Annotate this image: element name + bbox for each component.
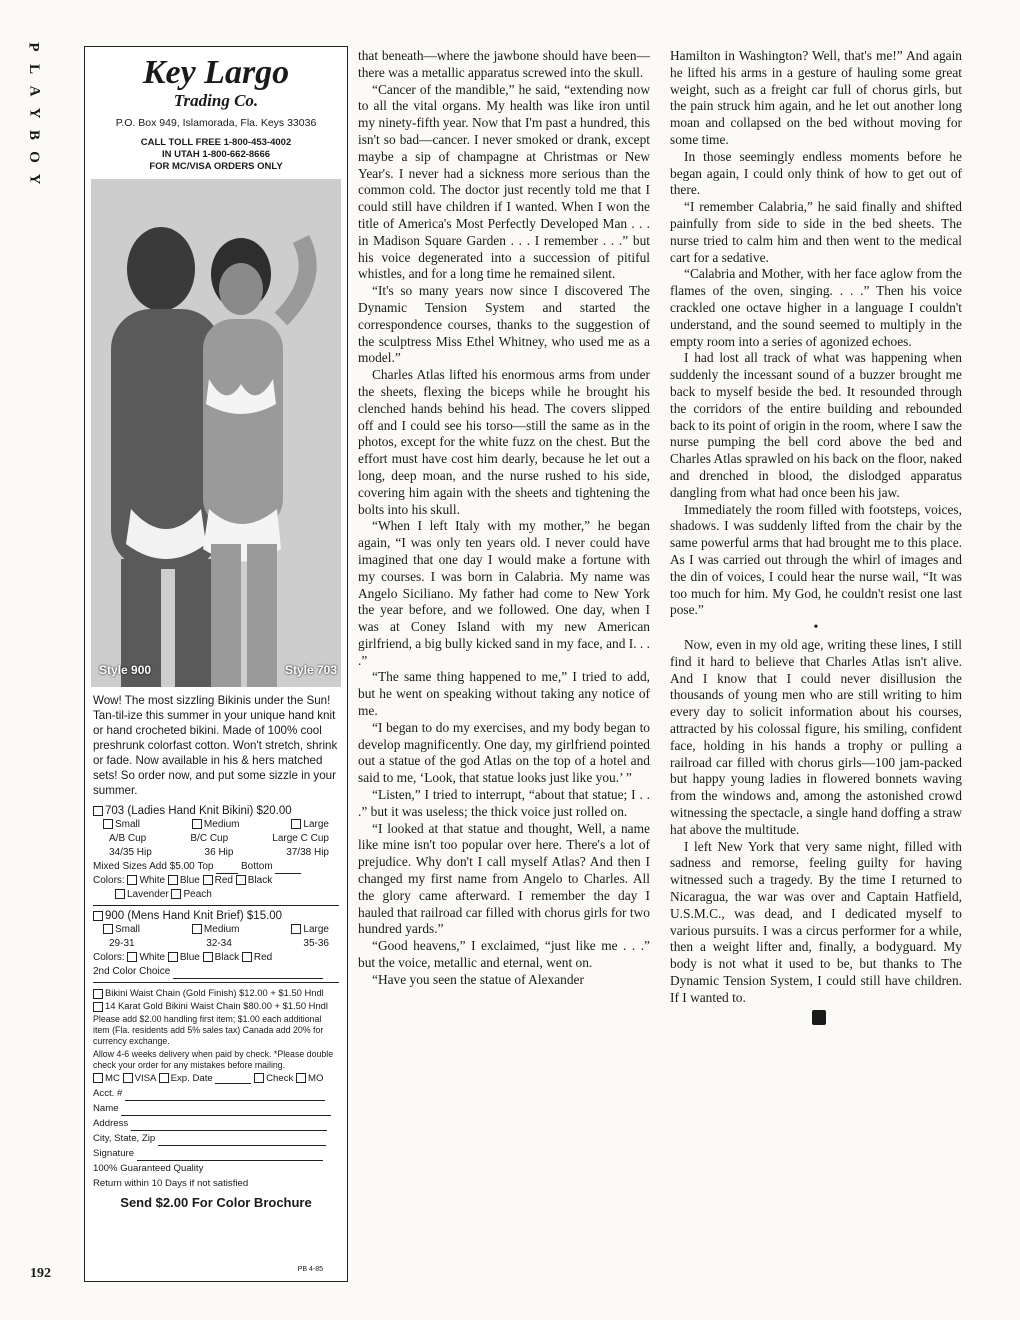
size-label: Small: [115, 924, 141, 935]
color-label: Blue: [179, 952, 200, 963]
acct-field[interactable]: [125, 1091, 325, 1101]
paragraph: “I began to do my exercises, and my body began to develop magnificently. One day, my girlfriend pointed out a statue of the god Atlas on the top of a hotel and said to me, ‘Look, that statue looks just like you.’ ”: [358, 719, 650, 786]
section-break: •: [813, 620, 819, 636]
ad-phone-line: FOR MC/VISA ORDERS ONLY: [149, 161, 283, 172]
chain-option: Bikini Waist Chain (Gold Finish) $12.00 + $1.50 Hndl: [105, 987, 324, 998]
checkbox[interactable]: [168, 952, 178, 962]
checkbox[interactable]: [159, 1073, 169, 1083]
color-label: Red: [253, 952, 273, 963]
city-field[interactable]: [158, 1136, 326, 1146]
rabbit-end-mark-icon: [812, 1010, 826, 1025]
option-703: [85, 804, 347, 902]
color-label: Peach: [183, 889, 212, 900]
size-label: Medium: [203, 924, 240, 935]
hip-label: 37/38 Hip: [286, 847, 329, 858]
acct-label: Acct. #: [93, 1088, 123, 1099]
ad-phone: [85, 137, 347, 173]
color-label: White: [139, 875, 166, 886]
ad-brand-sub: Trading Co.: [173, 91, 259, 110]
masthead-letter: A: [26, 85, 42, 97]
paragraph: I left New York that very same night, filled with sadness and remorse, feeling guilty for having witnessed such a tragedy. By the time I returned to Nicaragua, the war was over and Captain Hatfield, U.S.M.C., was dead, and I dedicated myself to various pursuits. I was a circus performer for a while, then a weight lifter and, finally, a bodyguard. My body is not what it used to be, but thanks to The Dynamic Tension System, I could still have children. If I wanted to.: [670, 838, 962, 1005]
hip-label: 36 Hip: [204, 847, 234, 858]
masthead-letter: P: [25, 42, 42, 52]
colors-label: Colors:: [93, 875, 125, 886]
second-color-field[interactable]: [173, 969, 323, 979]
waist-label: 29-31: [109, 938, 135, 949]
paragraph: “I remember Calabria,” he said finally and shifted painfully from side to side in the bed sheets. The nurse tried to calm him and then went to the medical cart for a sedative.: [670, 199, 962, 265]
return-policy: Return within 10 Days if not satisfied: [93, 1178, 249, 1189]
ad-code: PB 4-85: [297, 1266, 323, 1273]
bottom-label: Bottom: [241, 861, 273, 872]
send-brochure: Send $2.00 For Color Brochure: [120, 1195, 312, 1210]
checkbox[interactable]: [254, 1073, 264, 1083]
checkbox[interactable]: [171, 889, 181, 899]
checkbox[interactable]: [168, 875, 178, 885]
color-label: Lavender: [127, 889, 169, 900]
mixed-sizes-label: Mixed Sizes Add $5.00 Top: [93, 861, 214, 872]
article-column-2: [358, 48, 650, 989]
checkbox[interactable]: [93, 989, 103, 999]
paragraph: “Good heavens,” I exclaimed, “just like me . . .” but the voice, metallic and eternal, went on.: [358, 938, 650, 971]
exp-date-field[interactable]: [215, 1074, 251, 1084]
cup-label: B/C Cup: [190, 833, 229, 844]
checkbox[interactable]: [203, 875, 213, 885]
paragraph: Charles Atlas lifted his enormous arms from under the sheets, flexing the biceps while he brought his clenched hands behind his head. The covers slipped off and I could see his torso—still the same as in the photos, except for the white fuzz on the chest. But the effort must have cost him dearly, because he let out a long, deep moan, and the nurse rushed to his side, covering him again with the sheets and tightening the bolts into his skull.: [358, 367, 650, 517]
paragraph: “Have you seen the statue of Alexander: [372, 971, 584, 987]
paragraph: “I looked at that statue and thought, Well, a name like mine isn't too popular over here. There's a lot of prejudice. Why don't I call myself Atlas? And then I changed my first name from Angelo to Charles. All the glory came afterward. I remember the day I hauled that railroad car filled with chorus girls for two hundred yards.”: [358, 820, 650, 937]
waist-label: 32-34: [206, 938, 232, 949]
pay-mc: MC: [105, 1073, 120, 1084]
pay-check: Check: [266, 1073, 294, 1084]
paragraph: I had lost all track of what was happening when suddenly the incessant sound of a buzzer brought me back to myself beside the bed. It resounded through the corridors of the entire building and rebounded back to its point of origin in the room, where I saw the nurse pumping the bell cord above the bed and Charles Atlas sprawled on his back on the floor, naked and drenched in blood, the dislodged apparatus dangling from what had once been his jaw.: [670, 350, 962, 500]
size-label: Small: [115, 819, 141, 830]
article-column-3: [670, 48, 962, 1025]
pay-mo: MO: [307, 1073, 324, 1084]
ad-copy: Wow! The most sizzling Bikinis under the Sun! Tan-til-ize this summer in your unique hand knit or hand crocheted bikini. Made of 100% cool preshrunk colorfast cotton. Won't stretch, shrink or fade. Now available in his & hers matched sets! So order now, and put some sizzle in your summer.: [93, 694, 338, 797]
address-label: Address: [93, 1118, 129, 1129]
checkbox[interactable]: [203, 952, 213, 962]
color-label: Black: [214, 952, 240, 963]
option-900-label: 900 (Mens Hand Knit Brief) $15.00: [105, 910, 283, 922]
top-field[interactable]: [216, 864, 238, 874]
chain-option: 14 Karat Gold Bikini Waist Chain $80.00 + $1.50 Hndl: [105, 1000, 328, 1011]
checkbox[interactable]: [103, 819, 113, 829]
paragraph: Immediately the room filled with footsteps, voices, shadows. I was suddenly lifted from the chair by the same powerful arms that had brought me to this place. As I was carried out through the whirl of images and the din of voices, I could hear the nurse wail, “It was too much for him. My God, he couldn't resist one last pose.”: [670, 501, 962, 618]
paragraph: Hamilton in Washington? Well, that's me!” And again he lifted his arms in a gesture of hauling some great weight, such as a freight car full of chorus girls, but the pain struck him again, and he let out another long moan and collapsed on the bed without moving for some time.: [670, 48, 962, 147]
size-label: Large: [303, 924, 329, 935]
city-label: City, State, Zip: [93, 1133, 156, 1144]
checkbox[interactable]: [236, 875, 246, 885]
checkbox[interactable]: [123, 1073, 133, 1083]
paragraph: “It's so many years now since I discovered The Dynamic Tension System and started the correspondence courses, thanks to the suggestion of the sculptress Miss Ethel Whitney, who used me as a model.”: [358, 283, 650, 366]
checkbox[interactable]: [115, 889, 125, 899]
color-label: White: [139, 952, 166, 963]
checkbox[interactable]: [103, 924, 113, 934]
page-number: 192: [30, 1266, 51, 1281]
checkbox[interactable]: [127, 875, 137, 885]
pay-exp: Exp. Date: [170, 1073, 213, 1084]
paragraph: In those seemingly endless moments before he began again, I could only think of how to get out of there.: [670, 148, 962, 198]
guarantee: 100% Guaranteed Quality: [93, 1163, 204, 1174]
color-label: Black: [247, 875, 273, 886]
masthead-letter: Y: [26, 173, 42, 185]
vertical-masthead: [22, 38, 46, 188]
checkbox[interactable]: [93, 1002, 103, 1012]
name-label: Name: [93, 1103, 119, 1114]
masthead-letter: L: [25, 63, 42, 75]
hip-label: 34/35 Hip: [109, 847, 152, 858]
signature-label: Signature: [93, 1148, 135, 1159]
ad-phone-line: IN UTAH 1-800-662-8666: [161, 149, 271, 160]
models-illustration: [91, 179, 341, 687]
signature-field[interactable]: [137, 1151, 323, 1161]
checkbox[interactable]: [296, 1073, 306, 1083]
name-field[interactable]: [121, 1106, 331, 1116]
size-label: Medium: [203, 819, 240, 830]
masthead-letter: O: [25, 151, 42, 163]
size-label: Large: [303, 819, 329, 830]
paragraph: “Calabria and Mother, with her face aglow from the flames of the oven, singing. . . .” Then his voice crackled one octave higher in a language I couldn't understand, and the sound seemed to multiply in the empty room into a series of agonized echoes.: [670, 266, 962, 349]
paragraph: that beneath—where the jawbone should have been—there was a metallic apparatus screwed into the skull.: [358, 48, 650, 80]
waist-label: 35-36: [303, 938, 329, 949]
handling-note: Please add $2.00 handling first item; $1.00 each additional item (Fla. residents add 5% sales tax) Canada add 20% for currency exchange.: [93, 1014, 324, 1046]
second-color-label: 2nd Color Choice: [93, 966, 171, 977]
delivery-note: Allow 4-6 weeks delivery when paid by check. *Please double check your order for any mistakes before mailing.: [93, 1049, 334, 1070]
bottom-field[interactable]: [275, 864, 301, 874]
address-field[interactable]: [131, 1121, 327, 1131]
checkbox[interactable]: [192, 819, 202, 829]
checkbox[interactable]: [93, 806, 103, 816]
style-900-label: Style 900: [99, 663, 152, 677]
option-703-label: 703 (Ladies Hand Knit Bikini) $20.00: [105, 805, 292, 817]
paragraph: “The same thing happened to me,” I tried to add, but he went on speaking without taking any notice of me.: [358, 669, 650, 719]
paragraph: Now, even in my old age, writing these lines, I still find it hard to believe that Charles Atlas isn't alive. And I know that I could never disillusion the thousands of young men who are still writing to him every day to solicit information about his courses, attracted by his colossal figure, his smiling, confident face, holding in his hands a trophy or pulling a railroad car filled with chorus girls—100 jam-packed but happy young ladies in flowered bonnets waving from the windows and, among the astonished crowd witnessing the spectacle, a single hand doffing a straw hat above the multitude.: [670, 637, 962, 837]
paragraph: “When I left Italy with my mother,” he began again, “I was only ten years old. I never could have imagined that one day I would make a fortune with my courses. I was born in Calabria. My name was Angelo Siciliano. My father had come to New York the year before, and we followed. One day, when I was at Coney Island with my new American girlfriend, a big bully kicked sand in my face, and I. . . .”: [358, 518, 650, 668]
ad-phone-line: CALL TOLL FREE 1-800-453-4002: [140, 137, 292, 148]
checkbox[interactable]: [93, 911, 103, 921]
color-label: Blue: [179, 875, 200, 886]
cup-label: Large C Cup: [272, 833, 329, 844]
masthead-letter: B: [25, 129, 42, 141]
masthead-letter: Y: [26, 107, 42, 119]
ad-address: P.O. Box 949, Islamorada, Fla. Keys 33036: [115, 117, 317, 129]
ad-brand: Key Largo: [142, 54, 290, 91]
color-label: Red: [214, 875, 233, 886]
style-703-label: Style 703: [284, 663, 337, 677]
pay-visa: VISA: [134, 1073, 156, 1084]
checkbox[interactable]: [93, 1073, 103, 1083]
checkbox[interactable]: [291, 819, 301, 829]
checkbox[interactable]: [192, 924, 202, 934]
colors-label: Colors:: [93, 952, 125, 963]
checkbox[interactable]: [291, 924, 301, 934]
checkbox[interactable]: [242, 952, 252, 962]
advertisement: [84, 46, 348, 1282]
paragraph: “Cancer of the mandible,” he said, “extending now to all the vital organs. My health was like iron until my ninety-fifth year. Now that I'm past a hundred, this isn't so bad—cancer. I never smoked or drank, except maybe a sip of champagne at Christmas or New Year's. I never had a sickness more serious than the common cold. The doctor just recently told me that I could still have children if I wanted. When I won the title of America's Most Perfectly Developed Man . . . in Madison Square Garden . . . I remember . . .” but his voice degenerated into a succession of pitiful whistles, and for a long time he remained silent.: [358, 81, 650, 282]
checkbox[interactable]: [127, 952, 137, 962]
cup-label: A/B Cup: [109, 833, 147, 844]
paragraph: “Listen,” I tried to interrupt, “about that statue; I . . .” but it was useless; the thick voice just rolled on.: [358, 787, 650, 819]
ad-header: [85, 47, 347, 173]
option-900: [85, 909, 347, 979]
ad-photo: [91, 179, 341, 687]
